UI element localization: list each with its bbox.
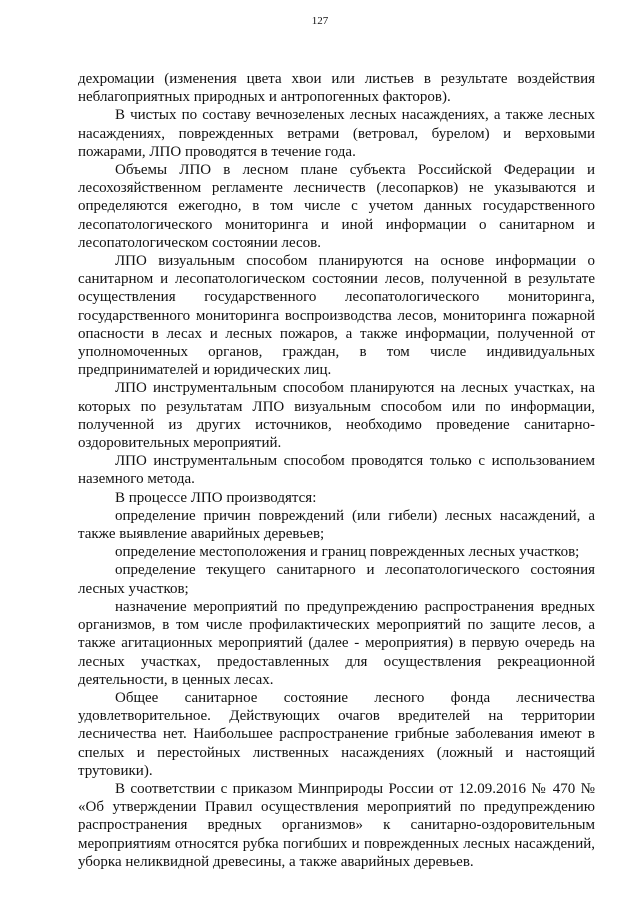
paragraph-lpo-process-intro: В процессе ЛПО производятся: xyxy=(115,489,317,506)
paragraph-instrumental-planning: ЛПО инструментальным способом планируются на лесных участках, на которых по результатам ЛПО визуальным способом или по информации, полученной из других источников, необходимо проведение санитарно-оздоровительных мероприятий. xyxy=(78,380,595,452)
list-item-location-boundaries: определение местоположения и границ поврежденных лесных участков; xyxy=(115,544,580,561)
list-item-prevention-measures: назначение мероприятий по предупреждению распространения вредных организмов, в том числе профилактических мероприятий по защите лесов, а также агитационных мероприятий (далее - мероприятия) в первую очередь на лесных участках, предоставленных для осуществления рекреационной деятельности, в ценных лесах. xyxy=(78,598,595,688)
document-body xyxy=(78,70,595,871)
paragraph-evergreen-stands: В чистых по составу вечнозеленых лесных насаждениях, а также лесных насаждениях, поврежденных ветрами (ветровал, бурелом) и верховыми пожарами, ЛПО проводятся в течение года. xyxy=(78,107,595,160)
page-number: 127 xyxy=(311,15,329,27)
list-item-damage-causes: определение причин повреждений (или гибели) лесных насаждений, а также выявление аварийных деревьев; xyxy=(78,507,595,543)
paragraph-ministry-order: В соответствии с приказом Минприроды России от 12.09.2016 № 470 № «Об утверждении Правил осуществления мероприятий по предупреждению распространения вредных организмов» к санитарно-оздоровительным мероприятиям относятся рубка погибших и поврежденных лесных насаждений, уборка неликвидной древесины, а также аварийных деревьев. xyxy=(78,780,595,870)
paragraph-dechromation-continuation: дехромации (изменения цвета хвои или листьев в результате воздействия неблагоприятных природных и антропогенных факторов). xyxy=(78,71,595,106)
list-item-current-state: определение текущего санитарного и лесопатологического состояния лесных участков; xyxy=(78,562,595,597)
paragraph-lpo-volumes: Объемы ЛПО в лесном плане субъекта Российской Федерации и лесохозяйственном регламенте лесничеств (лесопарков) не указываются и определяются ежегодно, в том числе с учетом данных государственного лесопатологического мониторинга и иной информации о санитарном и лесопатологическом состоянии лесов. xyxy=(78,162,595,251)
paragraph-visual-method: ЛПО визуальным способом планируются на основе информации о санитарном и лесопатологическом состоянии лесов, полученной в результате осуществления государственного лесопатологического мониторинга, государственного мониторинга воспроизводства лесов, мониторинга пожарной опасности в лесах и лесных пожаров, а также информации, полученной от уполномоченных органов, граждан, в том числе индивидуальных предпринимателей и юридических лиц. xyxy=(78,253,595,379)
paragraph-sanitary-state: Общее санитарное состояние лесного фонда лесничества удовлетворительное. Действующих очагов вредителей на территории лесничества нет. Наибольшее распространение грибные заболевания имеют в спелых и перестойных лиственных насаждениях (ложный и настоящий трутовики). xyxy=(78,689,595,779)
paragraph-instrumental-ground: ЛПО инструментальным способом проводятся только с использованием наземного метода. xyxy=(78,453,595,488)
